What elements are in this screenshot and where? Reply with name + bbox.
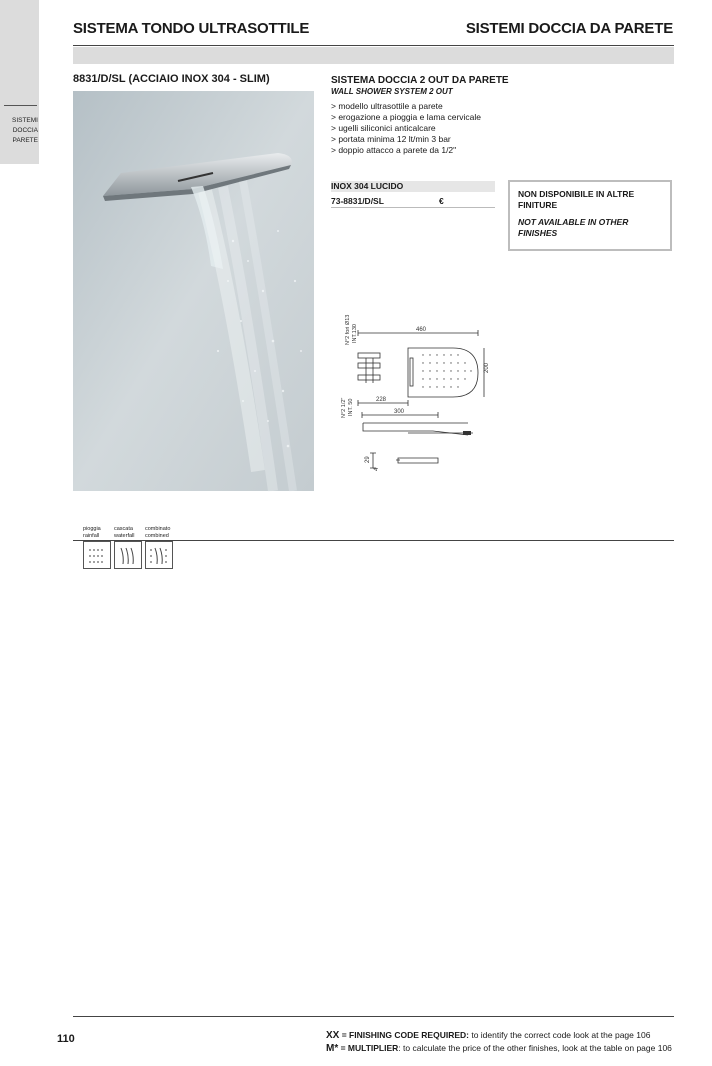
spray-mode-rainfall: pioggia rainfall [83,526,113,569]
feature-item: > doppio attacco a parete da 1/2" [331,145,457,155]
side-tab-label: SISTEMI DOCCIA PARETE [11,117,38,144]
waterfall-icon [114,541,142,569]
label-holes: N°2 fori Ø13 [345,314,351,345]
side-tab-rule [4,105,37,106]
product-code: 8831/D/SL (ACCIAIO INOX 304 - SLIM) [73,73,270,85]
dim-228: 228 [376,397,387,403]
dim-4: 4 [374,467,380,471]
feature-item: > erogazione a pioggia e lama cervicale [331,112,482,122]
finish-name: INOX 304 LUCIDO [331,181,495,192]
feature-item: > portata minima 12 lt/min 3 bar [331,134,451,144]
combined-icon [145,541,173,569]
spray-mode-combined: combinato combined [145,526,175,569]
section-side-tab [0,0,39,164]
product-photo [73,91,314,539]
section-divider [73,540,674,541]
rainfall-icon [83,541,111,569]
feature-item: > modello ultrasottile a parete [331,101,443,111]
article-code: 73-8831/D/SL [331,196,384,206]
label-half-inch: N°2 1/2" [341,397,347,418]
product-title-english: WALL SHOWER SYSTEM 2 OUT [331,87,453,96]
finishing-code-note: XX = FINISHING CODE REQUIRED: to identify the correct code look at the page 106 [326,1030,651,1041]
notice-english: NOT AVAILABLE IN OTHER FINISHES [518,217,629,238]
header-band [73,47,674,64]
dim-200: 200 [484,362,490,373]
article-code-row [331,195,495,208]
dim-29: 29 [365,456,371,463]
feature-item: > ugelli siliconici anticalcare [331,123,436,133]
footer-notes [326,1029,672,1055]
section-title: SISTEMA TONDO ULTRASOTTILE [73,20,310,37]
label-int50: INT. 50 [348,398,354,416]
multiplier-note: M* = MULTIPLIER: to calculate the price of the other finishes, look at the table on page 106 [326,1043,672,1054]
spray-mode-waterfall: cascata waterfall [114,526,144,569]
availability-notice [508,180,672,251]
price: € [439,196,444,206]
header-divider [73,45,674,46]
notice-italian: NON DISPONIBILE IN ALTRE FINITURE [518,189,635,210]
dim-460: 460 [416,327,427,333]
footer-divider [73,1016,674,1017]
label-int130: INT.130 [352,324,358,343]
feature-list [331,101,481,156]
page-number: 110 [57,1033,75,1045]
category-title: SISTEMI DOCCIA DA PARETE [465,20,673,37]
technical-drawing [338,303,490,483]
product-title: SISTEMA DOCCIA 2 OUT DA PARETE [331,75,509,86]
dim-300: 300 [394,409,405,415]
